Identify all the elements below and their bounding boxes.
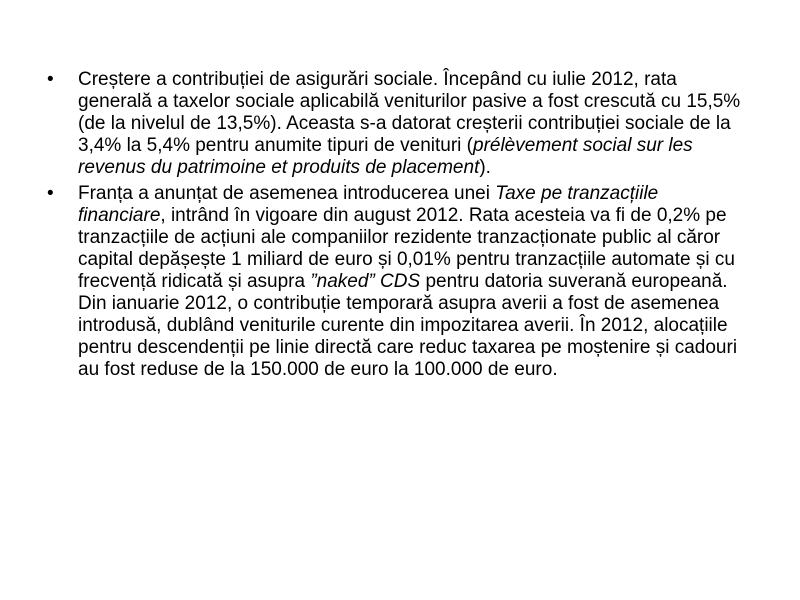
bullet-list [47, 69, 750, 385]
bullet-item-2 [47, 183, 750, 381]
italic-text-run: Taxe pe tranzacțiile financiare [78, 183, 659, 226]
bullet-text-1 [78, 69, 740, 178]
text-run: ). [479, 157, 491, 178]
italic-text-run: ”naked” CDS [310, 271, 421, 292]
bullet-text-2 [78, 183, 737, 380]
bullet-item-1 [47, 69, 750, 179]
bullet-marker: • [47, 183, 54, 204]
text-run: pentru datoria suverană europeană. Din ianuarie 2012, o contribuție temporară asupra averii a fost de asemenea introdusă, dublând veniturile curente din impozitarea averii. În 2012, alocațiile pentru descendenții pe linie directă care reduc taxarea pe moștenire și cadouri au fost reduse de la 150.000 de euro la 100.000 de euro. [78, 271, 738, 380]
text-run: Franța a anunțat de asemenea introducerea unei [78, 183, 496, 204]
italic-text-run: prélèvement social sur les revenus du patrimoine et produits de placement [78, 135, 693, 178]
bullet-marker: • [47, 69, 54, 90]
text-run: Creștere a contribuției de asigurări sociale. Începând cu iulie 2012, rata generală a taxelor sociale aplicabilă veniturilor pasive a fost crescută cu 15,5% (de la nivelul de 13,5%). Aceasta s-a datorat creșterii contribuției sociale de la 3,4% la 5,4% pentru anumite tipuri de venituri ( [78, 69, 741, 156]
text-run: , intrând în vigoare din august 2012. Rata acesteia va fi de 0,2% pe tranzacțiile de acțiuni ale companiilor rezidente tranzacționate public al căror capital depășește 1 miliard de euro și 0,01% pentru tranzacțiile automate și cu frecvență ridicată și asupra [78, 205, 735, 292]
